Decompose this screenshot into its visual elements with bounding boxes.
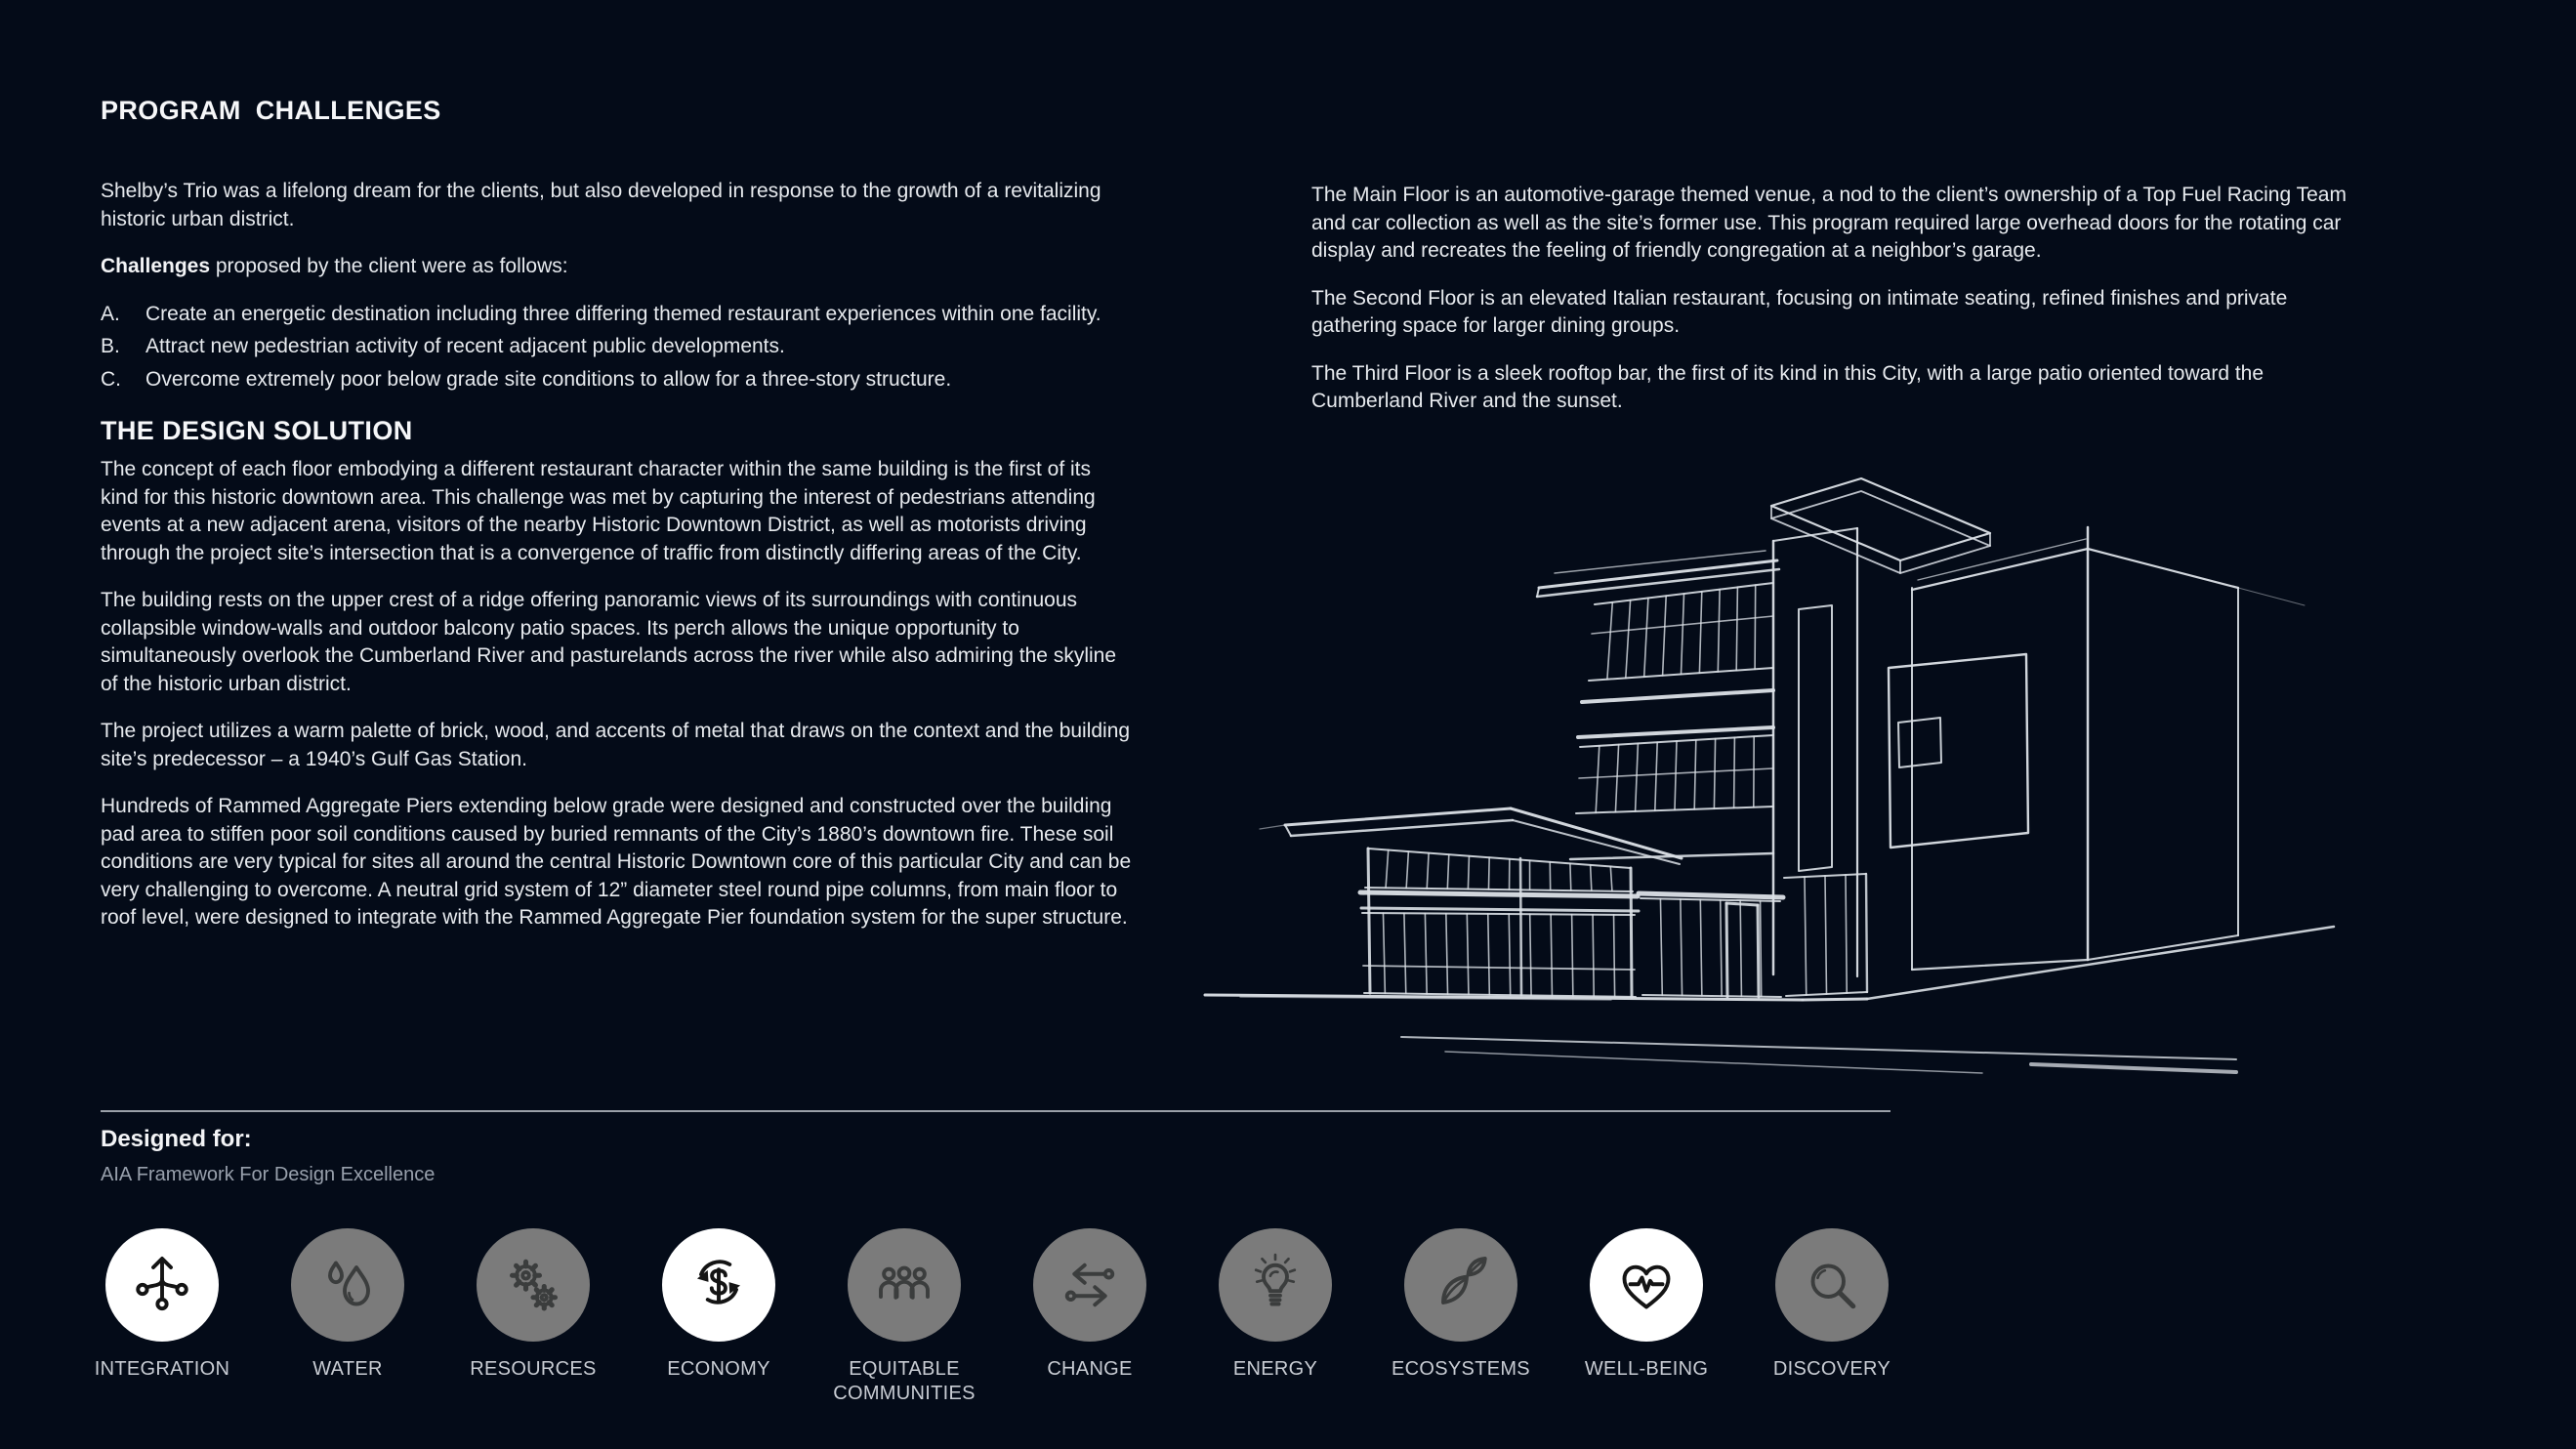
principle-change: [1004, 1228, 1176, 1406]
people-group-icon: [869, 1250, 939, 1320]
principle-economy: [633, 1228, 805, 1406]
framework-principles: [76, 1228, 1918, 1406]
principle-energy: [1189, 1228, 1361, 1406]
building-sketch: [1201, 467, 2378, 1097]
program-challenges-heading: PROGRAM CHALLENGES: [101, 96, 441, 125]
principle-water: [262, 1228, 434, 1406]
principle-well-being: [1560, 1228, 1732, 1406]
design-solution-heading: THE DESIGN SOLUTION: [101, 416, 413, 445]
challenge-letter: A.: [101, 302, 120, 325]
solution-paragraph: Hundreds of Rammed Aggregate Piers extending below grade were designed and constructed over the building pad area to stiffen poor soil conditions caused by buried remnants of the City’s 1880’s downtown fire. These soil conditions are very typical for sites all around the central Historic Downtown core of this particular City and can be very challenging to overcome. A neutral grid system of 12” diameter steel round pipe columns, from main floor to roof level, were designed to integrate with the Rammed Aggregate Pier foundation system for the super structure.: [101, 795, 1132, 929]
principle-circle: [1404, 1228, 1517, 1342]
third-floor-paragraph: The Third Floor is a sleek rooftop bar, the first of its kind in this City, with a large patio oriented toward the Cumberland River and the sunset.: [1311, 361, 2264, 412]
solution-paragraph: The project utilizes a warm palette of brick, wood, and accents of metal that draws on the context and the building site’s predecessor – a 1940’s Gulf Gas Station.: [101, 720, 1131, 770]
principle-label: ENERGY: [1232, 1358, 1318, 1380]
principle-circle: [291, 1228, 404, 1342]
principle-equitable-communities: [818, 1228, 990, 1406]
challenge-text: Overcome extremely poor below grade site conditions to allow for a three-story structure.: [145, 367, 952, 391]
principle-label: EQUITABLE COMMUNITIES: [833, 1358, 976, 1404]
water-drops-icon: [312, 1250, 383, 1320]
principle-discovery: [1746, 1228, 1918, 1406]
principle-label: CHANGE: [1047, 1358, 1133, 1380]
principle-circle: [1033, 1228, 1146, 1342]
principle-circle: [848, 1228, 961, 1342]
principle-label: ECOSYSTEMS: [1392, 1358, 1530, 1380]
principle-label: RESOURCES: [470, 1358, 597, 1380]
principle-circle: [105, 1228, 219, 1342]
gears-icon: [498, 1250, 568, 1320]
challenge-letter: B.: [101, 335, 120, 357]
solution-paragraph: The building rests on the upper crest of a ridge offering panoramic views of its surroundings with continuous collapsible window-walls and outdoor balcony patio spaces. Its perch allows the unique opportunity to simultaneously overlook the Cumberland River and pasturelands across the river while also admiring the skyline of the historic urban district.: [101, 589, 1117, 695]
principle-label: INTEGRATION: [94, 1358, 230, 1380]
main-floor-paragraph: The Main Floor is an automotive-garage themed venue, a nod to the client’s ownership of a Top Fuel Racing Team and car collection as well as the site’s former use. This program required large overhead doors for the rotating car display and recreates the feeling of friendly congregation at a neighbor’s garage.: [1311, 184, 2347, 262]
solution-paragraph: The concept of each floor embodying a different restaurant character within the same building is the first of its kind for this historic downtown area. This challenge was met by capturing the interest of pedestrians attending events at a new adjacent arena, visitors of the nearby Historic Downtown District, as well as motorists driving through the project site’s intersection that is a convergence of traffic from distinctly differing areas of the City.: [101, 458, 1096, 564]
building-sketch-illustration: [1201, 467, 2378, 1097]
challenges-lead-bold: Challenges: [101, 255, 211, 277]
principle-label: DISCOVERY: [1772, 1358, 1891, 1380]
principle-label: WELL-BEING: [1584, 1358, 1709, 1380]
principle-resources: [447, 1228, 619, 1406]
challenge-letter: C.: [101, 367, 121, 391]
intro-paragraph: Shelby’s Trio was a lifelong dream for the clients, but also developed in response to the growth of a revitalizing historic urban district.: [101, 180, 1101, 230]
magnifier-icon: [1797, 1250, 1867, 1320]
challenge-text: Attract new pedestrian activity of recent adjacent public developments.: [145, 335, 785, 357]
challenge-item-b: [101, 333, 1134, 361]
exchange-arrows-icon: [1055, 1250, 1125, 1320]
principle-circle: [662, 1228, 775, 1342]
challenge-item-c: [101, 366, 1134, 394]
challenges-lead: [101, 253, 1134, 281]
principle-label: ECONOMY: [667, 1358, 770, 1380]
dollar-cycle-icon: [684, 1250, 754, 1320]
principle-ecosystems: [1375, 1228, 1547, 1406]
left-column: [101, 94, 1134, 952]
principle-circle: [1775, 1228, 1889, 1342]
leaves-icon: [1426, 1250, 1496, 1320]
lightbulb-icon: [1240, 1250, 1310, 1320]
principle-circle: [1590, 1228, 1703, 1342]
framework-label: AIA Framework For Design Excellence: [101, 1164, 436, 1185]
second-floor-paragraph: The Second Floor is an elevated Italian restaurant, focusing on intimate seating, refined finishes and private gathering space for larger dining groups.: [1311, 286, 2288, 337]
challenge-item-a: [101, 301, 1134, 329]
integration-icon: [127, 1250, 197, 1320]
heart-pulse-icon: [1611, 1250, 1682, 1320]
challenges-lead-rest: proposed by the client were as follows:: [210, 255, 568, 277]
principle-integration: [76, 1228, 248, 1406]
principle-circle: [1219, 1228, 1332, 1342]
principle-label: WATER: [312, 1358, 383, 1380]
principle-circle: [477, 1228, 590, 1342]
challenge-text: Create an energetic destination including three differing themed restaurant experiences within one facility.: [145, 302, 1101, 325]
challenge-list: [101, 301, 1134, 394]
right-column: [1311, 173, 2354, 435]
designed-for-label: Designed for:: [101, 1126, 252, 1152]
footer-divider: [101, 1110, 1890, 1112]
